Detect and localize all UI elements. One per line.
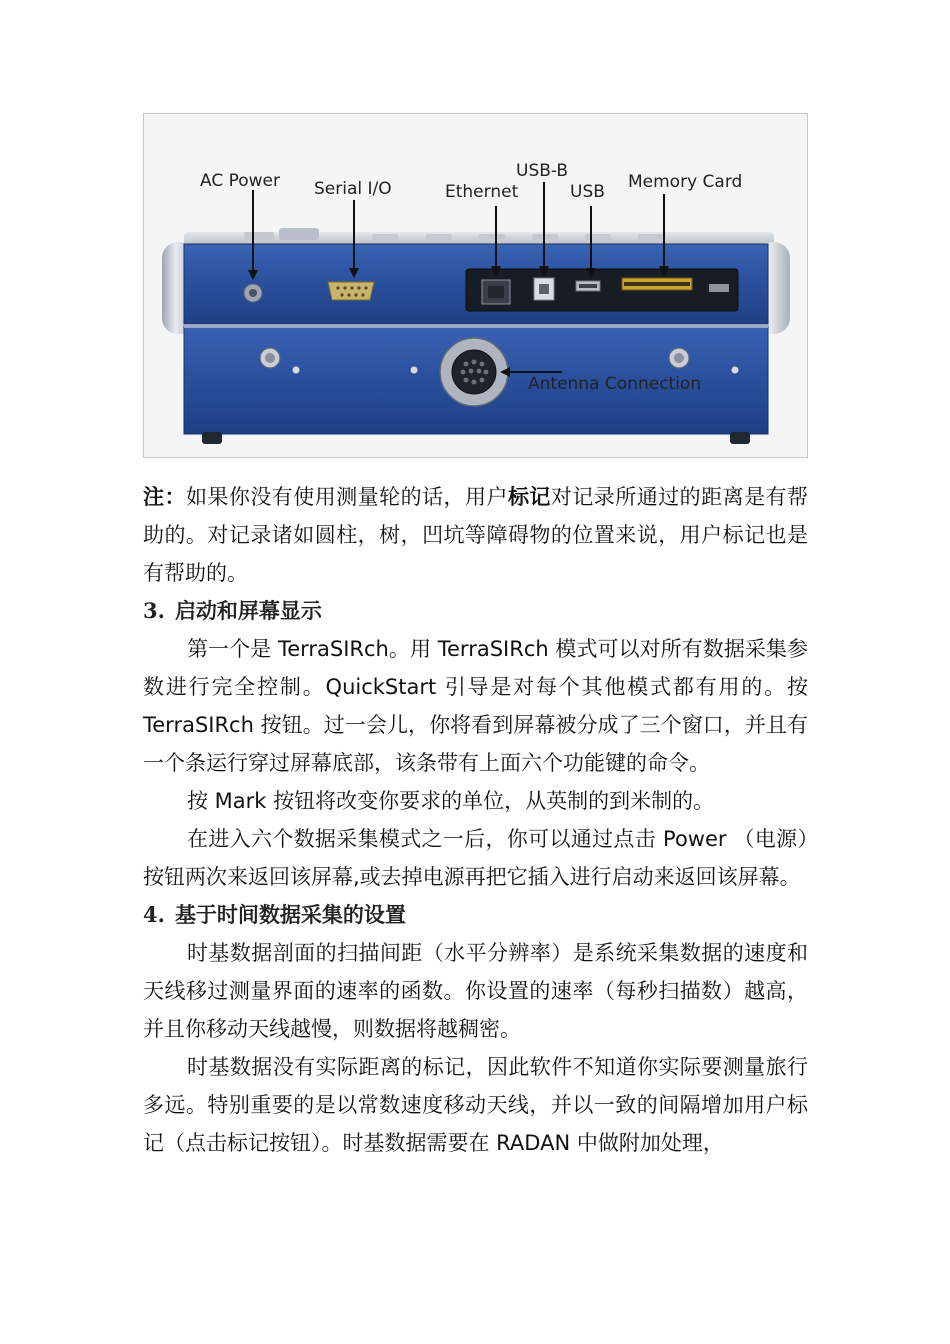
right-knob: [669, 348, 689, 368]
label-memory-card: Memory Card: [628, 172, 743, 192]
left-knob: [260, 348, 280, 368]
right-foot: [730, 432, 750, 444]
note-text-2: 对记录所通过的距离是有帮助的。对记录诸如圆柱，树，凹坑等障碍物的位置来说，用户标记也是有帮助的。: [143, 485, 809, 585]
section-3-paragraph-2: 按 Mark 按钮将改变你要求的单位，从英制的到米制的。: [187, 789, 715, 813]
serial-port: [328, 282, 374, 300]
section-3-heading: [143, 592, 808, 630]
screw-3: [732, 367, 739, 374]
section-3-title: 启动和屏幕显示: [174, 598, 322, 623]
usb-port: [576, 281, 600, 291]
screw-1: [293, 367, 300, 374]
note-label: 注：: [143, 485, 186, 509]
section-3-number: 3.: [143, 598, 165, 623]
section-3-paragraph-1: 第一个是 TerraSIRch。用 TerraSIRch 模式可以对所有数据采集参数进行完全控制。QuickStart 引导是对每个其他模式都有用的。按 TerraSIRch 按钮。过一会儿，你将看到屏幕被分成了三个窗口，并且有一个条运行穿过屏幕底部，该条带有上面六个功能键的命令。: [143, 637, 808, 775]
note-paragraph: [143, 478, 808, 592]
label-usb-b: USB-B: [516, 161, 569, 181]
device-illustration: [144, 114, 807, 457]
note-text-1: 如果你没有使用测量轮的话，用户: [185, 485, 508, 509]
section-3-paragraph-3: 在进入六个数据采集模式之一后，你可以通过点击 Power （电源）按钮两次来返回该屏幕,或去掉电源再把它插入进行启动来返回该屏幕。: [143, 827, 808, 889]
section-4-heading: [143, 896, 808, 934]
left-foot: [202, 432, 222, 444]
section-4-paragraph-2: 时基数据没有实际距离的标记，因此软件不知道你实际要测量旅行多远。特别重要的是以常数速度移动天线，并以一致的间隔增加用户标记（点击标记按钮）。时基数据需要在 RADAN 中做附加处理，: [143, 1055, 808, 1155]
antenna-connector: [440, 338, 508, 406]
ac-power-jack: [244, 284, 262, 302]
label-ac-power: AC Power: [200, 171, 281, 191]
label-antenna-connection: Antenna Connection: [528, 374, 702, 394]
note-bold-term: 标记: [507, 485, 551, 509]
section-4-paragraph-1: 时基数据剖面的扫描间距（水平分辨率）是系统采集数据的速度和天线移过测量界面的速率的函数。你设置的速率（每秒扫描数）越高，并且你移动天线越慢，则数据将越稠密。: [143, 941, 808, 1041]
usb-b-port: [534, 278, 554, 300]
ethernet-port: [482, 280, 510, 304]
screw-2: [411, 367, 418, 374]
label-serial-io: Serial I/O: [314, 179, 392, 199]
device-rear-panel-figure: [143, 113, 808, 458]
section-4-number: 4.: [143, 902, 165, 927]
label-ethernet: Ethernet: [445, 182, 519, 202]
panel-divider: [184, 324, 768, 328]
document-body: [143, 478, 808, 1162]
section-4-title: 基于时间数据采集的设置: [174, 902, 406, 927]
label-usb: USB: [570, 182, 605, 202]
